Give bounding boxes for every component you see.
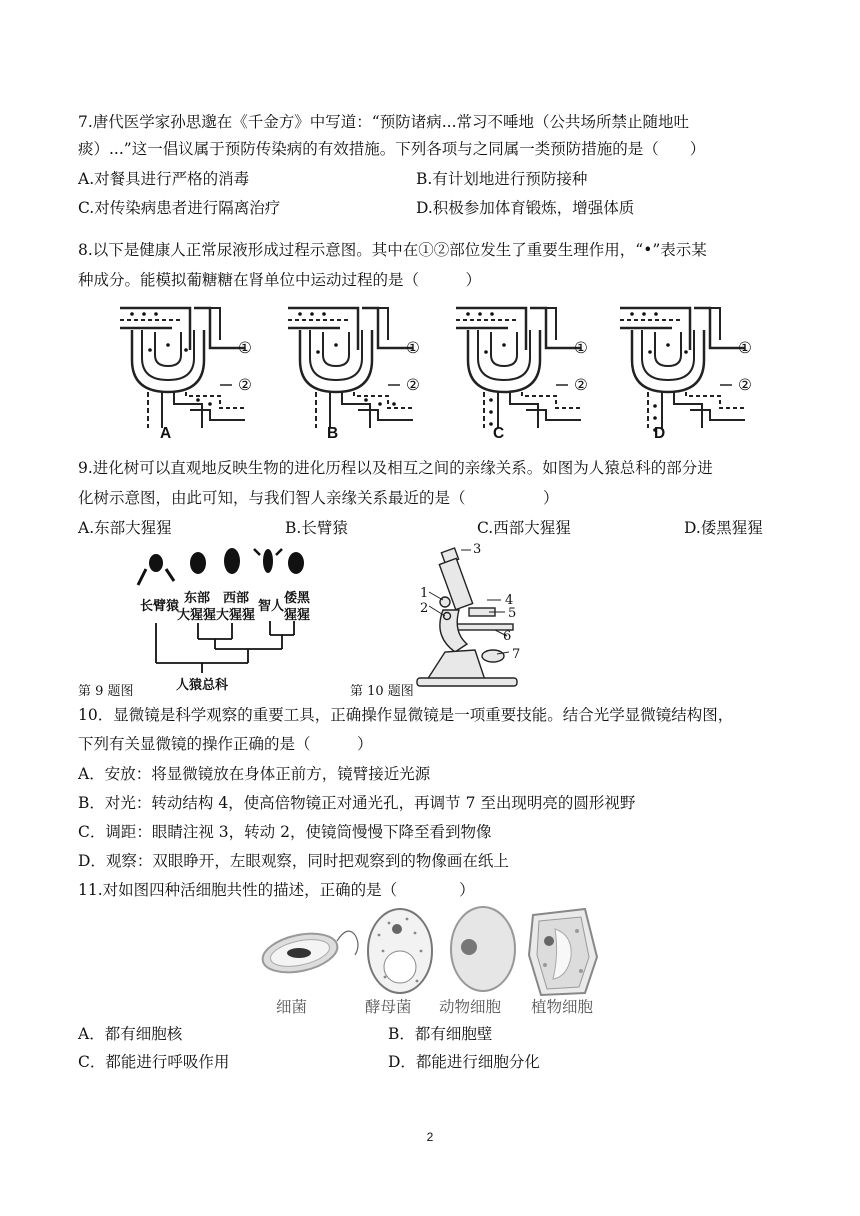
- q8-label-circle1-b: ①: [406, 339, 420, 357]
- page-number: 2: [426, 1130, 434, 1144]
- q9-stem-line1: 9.进化树可以直观地反映生物的进化历程以及相互之间的亲缘关系。如图为人猿总科的部分进: [78, 459, 713, 477]
- q9-option-a: A.东部大猩猩: [78, 519, 172, 537]
- microscope-num-6: 6: [503, 629, 512, 644]
- microscope-num-7: 7: [512, 647, 521, 662]
- nephron-d: [620, 308, 745, 432]
- q8-figure-label-b: B: [327, 425, 339, 442]
- q11-option-a: A．都有细胞核: [78, 1025, 183, 1043]
- q9-stem-line2: 化树示意图，由此可知，与我们智人亲缘关系最近的是（ ）: [78, 489, 559, 507]
- q11-option-b: B．都有细胞壁: [388, 1025, 493, 1043]
- q7-stem-line1: 7.唐代医学家孙思邈在《千金方》中写道：“预防诸病...常习不唾地（公共场所禁止随地吐: [78, 113, 689, 131]
- q8-figure-label-c: C: [493, 425, 505, 442]
- tree-label-west-gorilla-2: 大猩猩: [216, 608, 256, 623]
- microscope-num-3: 3: [473, 542, 482, 557]
- cell-label-plant: 植物细胞: [531, 998, 594, 1016]
- q9-option-b: B.长臂猿: [285, 519, 348, 537]
- nephron-b: [288, 308, 413, 428]
- q8-figure-label-a: A: [160, 425, 172, 442]
- q8-label-circle2-d: ②: [738, 376, 752, 394]
- q7-option-d: D.积极参加体育锻炼，增强体质: [416, 199, 635, 217]
- q10-figure-caption: 第 10 题图: [350, 684, 414, 699]
- q10-option-d: D．观察：双眼睁开，左眼观察，同时把观察到的物像画在纸上: [78, 852, 509, 870]
- tree-label-gibbon: 长臂猿: [140, 599, 180, 614]
- q8-label-circle2-a: ②: [238, 376, 252, 394]
- nephron-a: [120, 308, 245, 428]
- q8-stem-line1: 8.以下是健康人正常尿液形成过程示意图。其中在①②部位发生了重要生理作用，“•”表示某: [78, 241, 707, 259]
- q10-stem-line2: 下列有关显微镜的操作正确的是（ ）: [78, 735, 373, 753]
- cell-label-yeast: 酵母菌: [365, 998, 412, 1016]
- q10-stem-line1: 10．显微镜是科学观察的重要工具，正确操作显微镜是一项重要技能。结合光学显微镜结构图，: [78, 706, 734, 724]
- cell-label-animal: 动物细胞: [439, 998, 502, 1016]
- cell-label-bacterium: 细菌: [276, 998, 308, 1016]
- tree-label-west-gorilla-1: 西部: [223, 591, 250, 606]
- tree-label-human: 智人: [258, 599, 285, 614]
- nephron-c: [456, 308, 581, 428]
- q10-option-c: C．调距：眼睛注视 3，转动 2，使镜筒慢慢下降至看到物像: [78, 823, 492, 841]
- q9-option-c: C.西部大猩猩: [477, 519, 571, 537]
- tree-label-root: 人猿总科: [176, 678, 229, 693]
- q10-microscope-figure: [415, 540, 540, 690]
- q11-option-d: D．都能进行细胞分化: [388, 1053, 540, 1071]
- microscope-num-1: 1: [420, 586, 429, 601]
- bacterium-cell: [259, 927, 358, 978]
- q9-option-d: D.倭黑猩猩: [684, 519, 763, 537]
- microscope-num-5: 5: [508, 606, 517, 621]
- q10-option-b: B．对光：转动结构 4，使高倍物镜正对通光孔，再调节 7 至出现明亮的圆形视野: [78, 794, 636, 812]
- q8-label-circle2-c: ②: [574, 376, 588, 394]
- microscope-num-2: 2: [420, 601, 429, 616]
- q9-figure-caption: 第 9 题图: [78, 684, 134, 699]
- tree-label-bonobo-1: 倭黑: [284, 591, 311, 606]
- q7-option-c: C.对传染病患者进行隔离治疗: [78, 199, 281, 217]
- q11-stem: 11.对如图四种活细胞共性的描述，正确的是（ ）: [78, 881, 475, 899]
- q8-label-circle2-b: ②: [406, 376, 420, 394]
- q7-stem-line2: 痰）...”这一倡议属于预防传染病的有效措施。下列各项与之同属一类预防措施的是（ ）: [78, 140, 706, 158]
- animal-cell: [451, 907, 515, 991]
- q7-option-a: A.对餐具进行严格的消毒: [78, 170, 250, 188]
- q8-label-circle1-c: ①: [574, 339, 588, 357]
- q8-figure-label-d: D: [654, 425, 666, 442]
- tree-label-bonobo-2: 猩猩: [284, 608, 311, 623]
- plant-cell: [529, 909, 597, 995]
- q7-option-b: B.有计划地进行预防接种: [416, 170, 588, 188]
- q8-stem-line2: 种成分。能模拟葡糖糖在肾单位中运动过程的是（ ）: [78, 271, 482, 289]
- yeast-cell: [368, 909, 432, 993]
- tree-label-east-gorilla-2: 大猩猩: [177, 608, 217, 623]
- q11-option-c: C．都能进行呼吸作用: [78, 1053, 230, 1071]
- microscope-num-4: 4: [505, 593, 514, 608]
- tree-label-east-gorilla-1: 东部: [184, 591, 211, 606]
- q10-option-a: A．安放：将显微镜放在身体正前方，镜臂接近光源: [78, 765, 431, 783]
- q11-cells-figure: [255, 905, 615, 997]
- q8-label-circle1-a: ①: [238, 339, 252, 357]
- q8-label-circle1-d: ①: [738, 339, 752, 357]
